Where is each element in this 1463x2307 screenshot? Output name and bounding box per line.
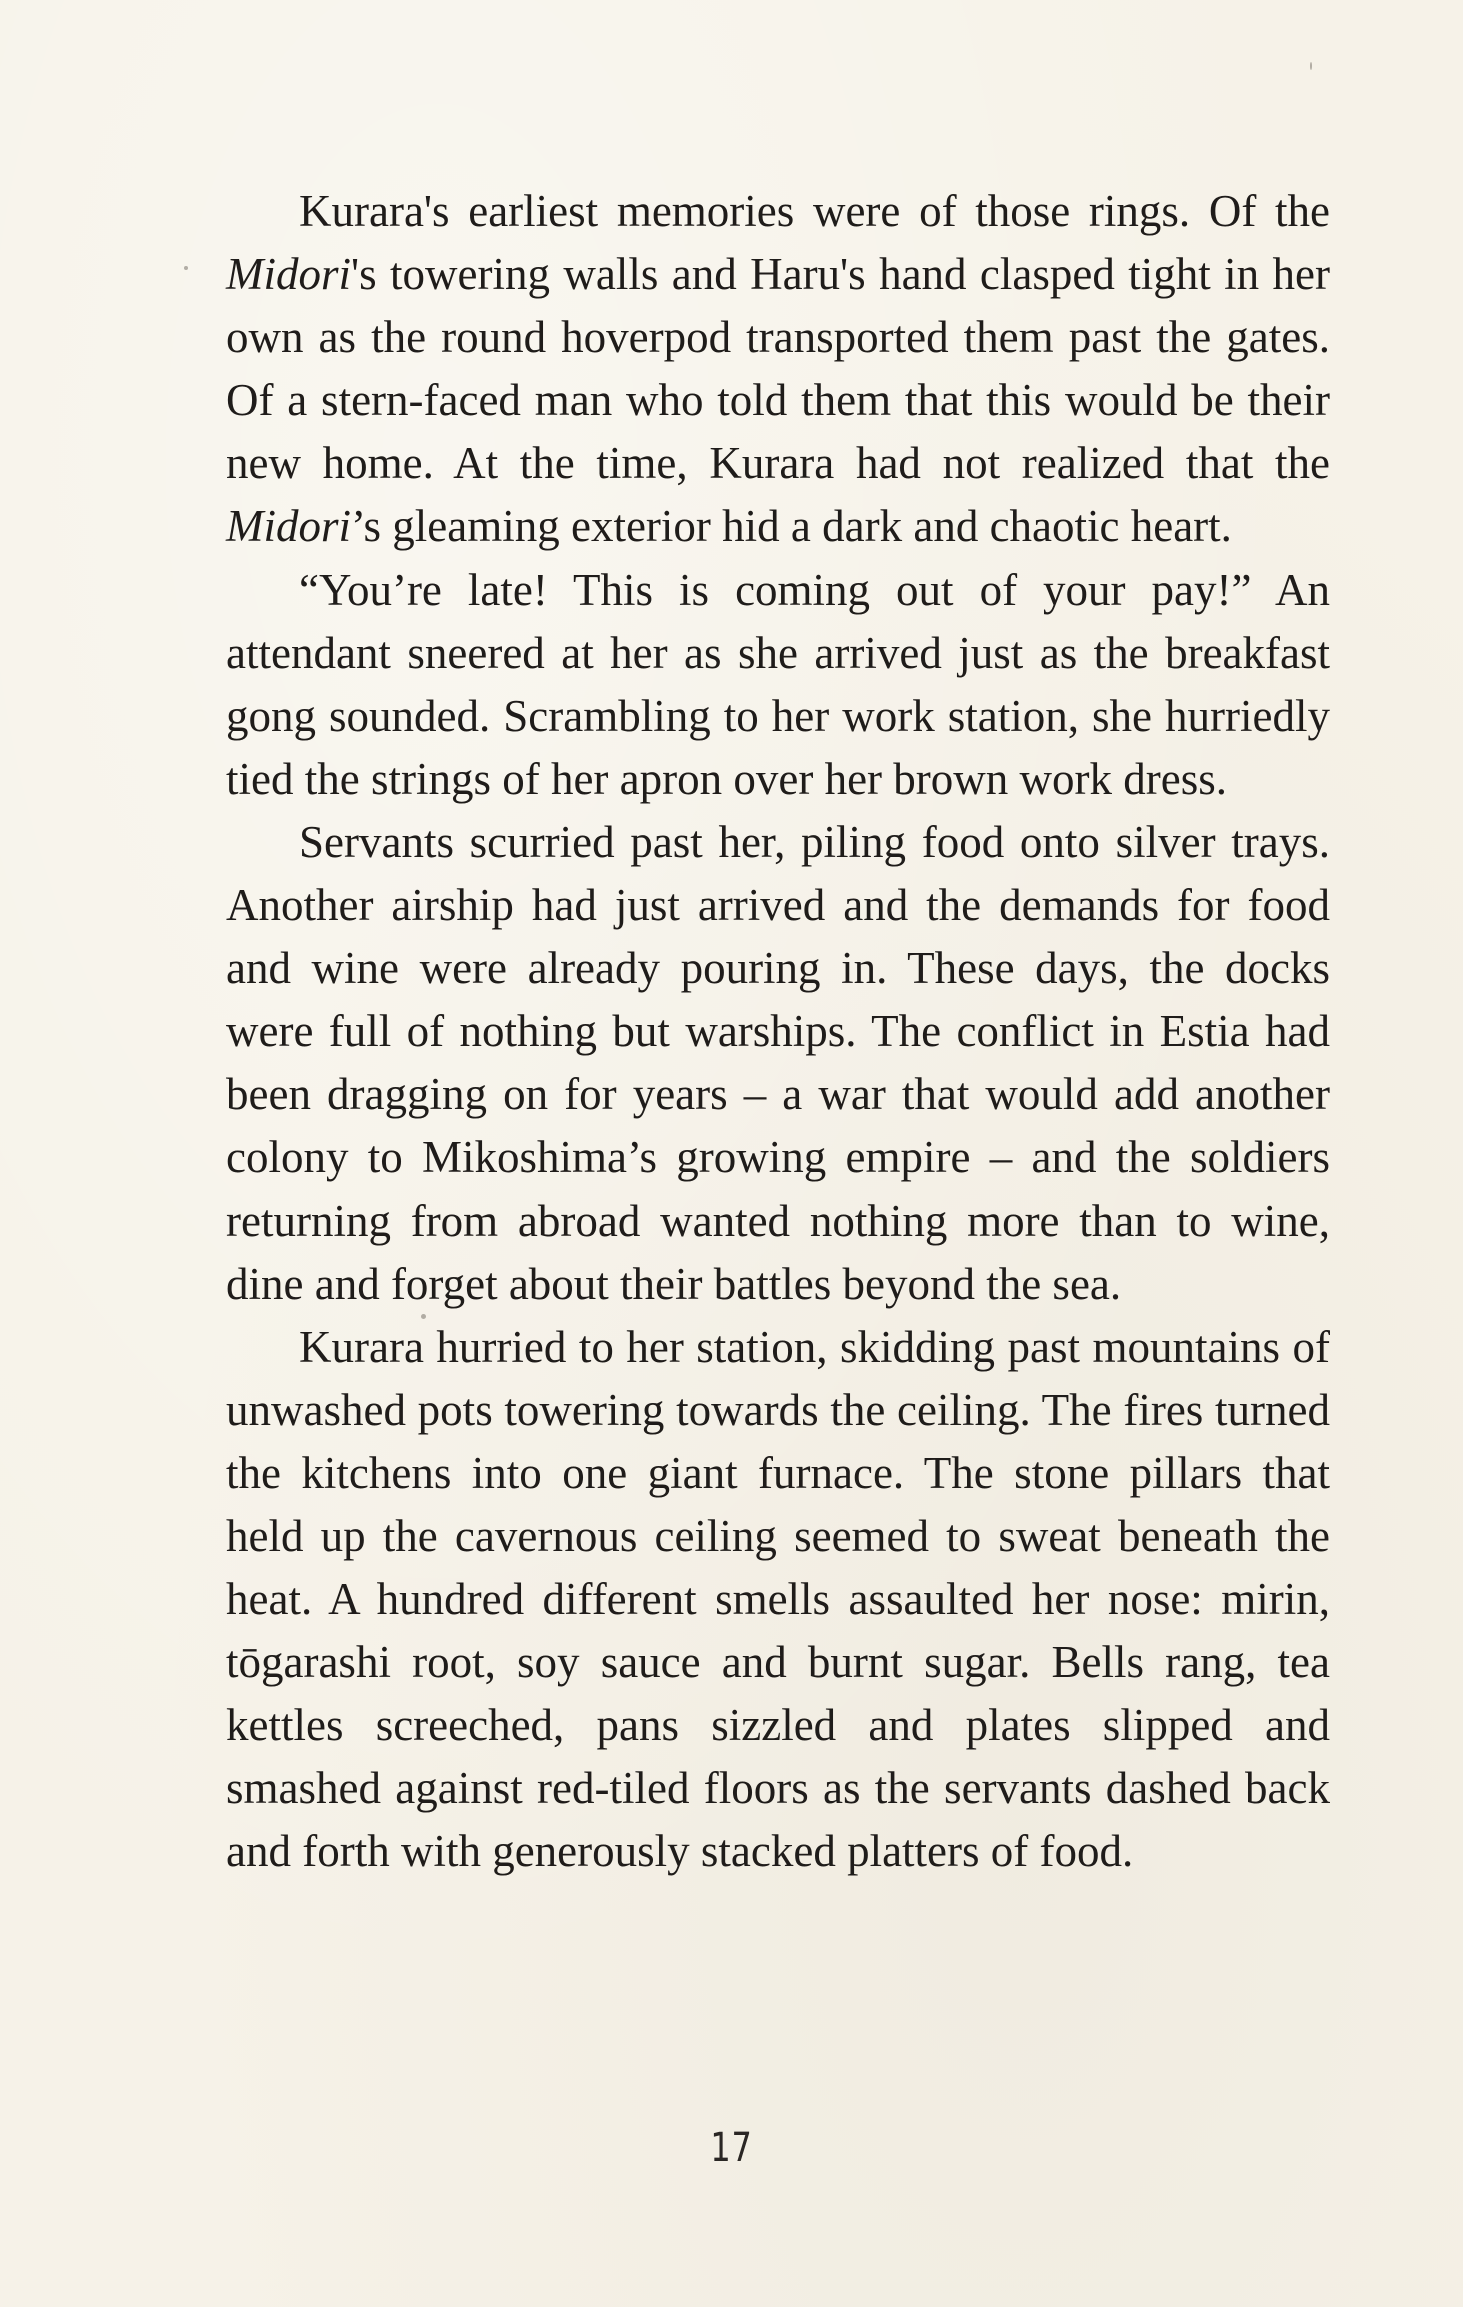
body-text [226,180,1330,1884]
paper-speck [1310,62,1312,70]
ship-name-midori: Midori [226,501,352,552]
ship-name-midori: Midori [226,249,352,300]
paragraph-4-text: Kurara hurried to her station, skidding past mountains of unwashed pots towering towards the ceiling. The fires turned the kitchens into one giant furnace. The stone pillars that held up the cavernous ceiling seemed to sweat beneath the heat. A hundred different smells assaulted her nose: mirin, tōgarashi root, soy sauce and burnt sugar. Bells rang, tea kettles screeched, pans sizzled and plates slipped and smashed against red-tiled floors as the servants dashed back and forth with generously stacked platters of food. [226,1321,1330,1877]
paragraph-4 [226,1316,1330,1884]
paragraph-3-text: Servants scurried past her, piling food onto silver trays. Another airship had just arrived and the demands for food and wine were already pouring in. These days, the docks were full of nothing but warships. The conflict in Estia had been dragging on for years – a war that would add another colony to Mikoshima’s growing empire – and the soldiers returning from abroad wanted nothing more than to wine, dine and forget about their battles beyond the sea. [226,816,1330,1309]
paper-speck [421,1314,426,1319]
paragraph-3 [226,811,1330,1316]
paragraph-1-text: 's towering walls and Haru's hand clasped tight in her own as the round hoverpod transported them past the gates. Of a stern-faced man who told them that this would be their new home. At the time, Kurara had not realized that the [226,249,1330,489]
paragraph-1-text: ’s gleaming exterior hid a dark and chaotic heart. [351,501,1232,552]
paper-speck [184,266,188,270]
paragraph-1 [226,180,1330,559]
page-number: 17 [710,2125,753,2171]
paragraph-1-text: Kurara's earliest memories were of those rings. Of the [299,186,1330,236]
paragraph-2-text: “You’re late! This is coming out of your pay!” An attendant sneered at her as she arrived just as the breakfast gong sounded. Scrambling to her work station, she hurriedly tied the strings of her apron over her brown work dress. [226,564,1330,804]
paragraph-2 [226,559,1330,811]
